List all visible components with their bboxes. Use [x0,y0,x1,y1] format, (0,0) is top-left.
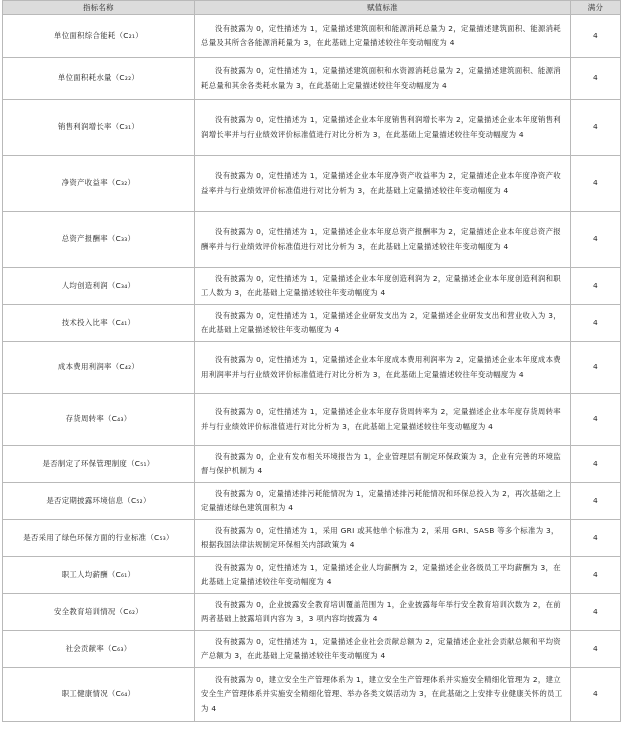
indicator-name: 总资产报酬率（C₃₃） [3,212,195,268]
indicator-name: 销售利润增长率（C₃₁） [3,100,195,156]
full-score: 4 [571,58,621,100]
full-score: 4 [571,15,621,58]
table-row [3,342,621,394]
table-row [3,446,621,483]
scoring-criteria: 没有披露为 0，定性描述为 1，定量描述企业本年度净资产收益率为 2，定量描述企业本年度净资产收益率并与行业绩效评价标准值进行对比分析为 3，在此基础上定量描述较往年变动幅度为 4 [201,171,561,195]
scoring-criteria: 没有披露为 0，定性描述为 1，定量描述企业本年度销售利润增长率为 2，定量描述企业本年度销售利润增长率并与行业绩效评价标准值进行对比分析为 3，在此基础上定量描述较往年变动幅度为 4 [201,115,561,139]
table-row [3,394,621,446]
header-full-score: 满分 [571,1,621,15]
table-row [3,15,621,58]
indicator-name: 社会贡献率（C₆₃） [3,631,195,668]
scoring-criteria: 没有披露为 0，企业有发布相关环境报告为 1，企业管理层有制定环保政策为 3，企业有完善的环境监督与保护机制为 4 [201,451,561,475]
full-score: 4 [571,446,621,483]
indicator-name: 人均创造利润（C₃₄） [3,268,195,305]
indicator-table [2,0,621,722]
scoring-criteria: 没有披露为 0，定量描述排污耗能情况为 1，定量描述排污耗能情况和环保总投入为 2，再次基础之上定量描述绿色建筑面积为 4 [201,488,561,512]
indicator-name: 职工人均薪酬（C₆₁） [3,557,195,594]
table-row [3,268,621,305]
scoring-criteria: 没有披露为 0，企业披露安全教育培训覆盖范围为 1，企业披露每年举行安全教育培训次数为 2，在前两者基础上披露培训内容为 3，3 项内容均披露为 4 [201,599,561,623]
scoring-criteria: 没有披露为 0，建立安全生产管理体系为 1，建立安全生产管理体系并实施安全精细化管理为 2，建立安全生产管理体系并实施安全精细化管理、举办各类文娱活动为 3，在此基础之上安排专业健康关怀的员工为 4 [201,675,563,713]
scoring-criteria: 没有披露为 0，定性描述为 1，定量描述企业本年度成本费用利润率为 2，定量描述企业本年度成本费用利润率并与行业绩效评价标准值进行对比分析为 3，在此基础上定量描述较往年变动幅度为 4 [201,355,561,379]
table-row [3,631,621,668]
table-row [3,156,621,212]
full-score: 4 [571,557,621,594]
indicator-name: 职工健康情况（C₆₄） [3,668,195,722]
indicator-name: 是否制定了环保管理制度（C₅₁） [3,446,195,483]
full-score: 4 [571,212,621,268]
table-header-row [3,1,621,15]
indicator-name: 安全教育培训情况（C₆₂） [3,594,195,631]
full-score: 4 [571,594,621,631]
full-score: 4 [571,100,621,156]
full-score: 4 [571,520,621,557]
full-score: 4 [571,342,621,394]
scoring-criteria: 没有披露为 0，定性描述为 1，定量描述企业本年度存货周转率为 2，定量描述企业本年度存货周转率并与行业绩效评价标准值进行对比分析为 3，在此基础上定量描述较往年变动幅度为 4 [201,407,561,431]
full-score: 4 [571,631,621,668]
table-row [3,305,621,342]
table-row [3,668,621,722]
indicator-name: 是否定期披露环境信息（C₅₂） [3,483,195,520]
header-indicator-name: 指标名称 [3,1,195,15]
indicator-name: 净资产收益率（C₃₂） [3,156,195,212]
scoring-criteria: 没有披露为 0，定性描述为 1，定量描述建筑面积和水资源消耗总量为 2，定量描述建筑面积、能源消耗总量和其余各类耗水量为 3，在此基础上定量描述较往年变动幅度为 4 [201,66,561,90]
header-scoring-criteria: 赋值标准 [195,1,571,15]
table-row [3,557,621,594]
scoring-criteria: 没有披露为 0，定性描述为 1，定量描述企业社会贡献总额为 2，定量描述企业社会贡献总额和平均资产总额为 3，在此基础上定量描述较往年变动幅度为 4 [201,636,561,660]
indicator-name: 成本费用利润率（C₄₂） [3,342,195,394]
table-row [3,212,621,268]
scoring-criteria: 没有披露为 0，定性描述为 1，定量描述企业人均薪酬为 2，定量描述企业各级员工平均薪酬为 3，在此基础上定量描述较往年变动幅度为 4 [201,562,561,586]
table-row [3,520,621,557]
indicator-name: 技术投入比率（C₄₁） [3,305,195,342]
indicator-name: 存货周转率（C₄₃） [3,394,195,446]
full-score: 4 [571,394,621,446]
scoring-criteria: 没有披露为 0，定性描述为 1，定量描述企业本年度总资产报酬率为 2，定量描述企业本年度总资产报酬率并与行业绩效评价标准值进行对比分析为 3，在此基础上定量描述较往年变动幅度为 4 [201,227,561,251]
indicator-name: 单位面积综合能耗（C₂₁） [3,15,195,58]
full-score: 4 [571,305,621,342]
full-score: 4 [571,268,621,305]
full-score: 4 [571,483,621,520]
table-row [3,483,621,520]
table-row [3,100,621,156]
scoring-criteria: 没有披露为 0，定性描述为 1，采用 GRI 或其他单个标准为 2，采用 GRI、SASB 等多个标准为 3，根据我国法律法规制定环保相关内部政策为 4 [201,525,559,549]
table-row [3,594,621,631]
indicator-name: 单位面积耗水量（C₂₂） [3,58,195,100]
full-score: 4 [571,668,621,722]
full-score: 4 [571,156,621,212]
scoring-criteria: 没有披露为 0，定性描述为 1，定量描述企业研发支出为 2，定量描述企业研发支出和营业收入为 3，在此基础上定量描述较往年变动幅度为 4 [201,310,561,334]
indicator-name: 是否采用了绿色环保方面的行业标准（C₅₃） [3,520,195,557]
scoring-criteria: 没有披露为 0，定性描述为 1，定量描述企业本年度创造利润为 2，定量描述企业本年度创造利润和职工人数为 3，在此基础上定量描述较往年变动幅度为 4 [201,273,561,297]
scoring-criteria: 没有披露为 0，定性描述为 1，定量描述建筑面积和能源消耗总量为 2，定量描述建筑面积、能源消耗总量及其所含各能源消耗量为 3，在此基础上定量描述较往年变动幅度为 4 [201,23,561,47]
table-row [3,58,621,100]
